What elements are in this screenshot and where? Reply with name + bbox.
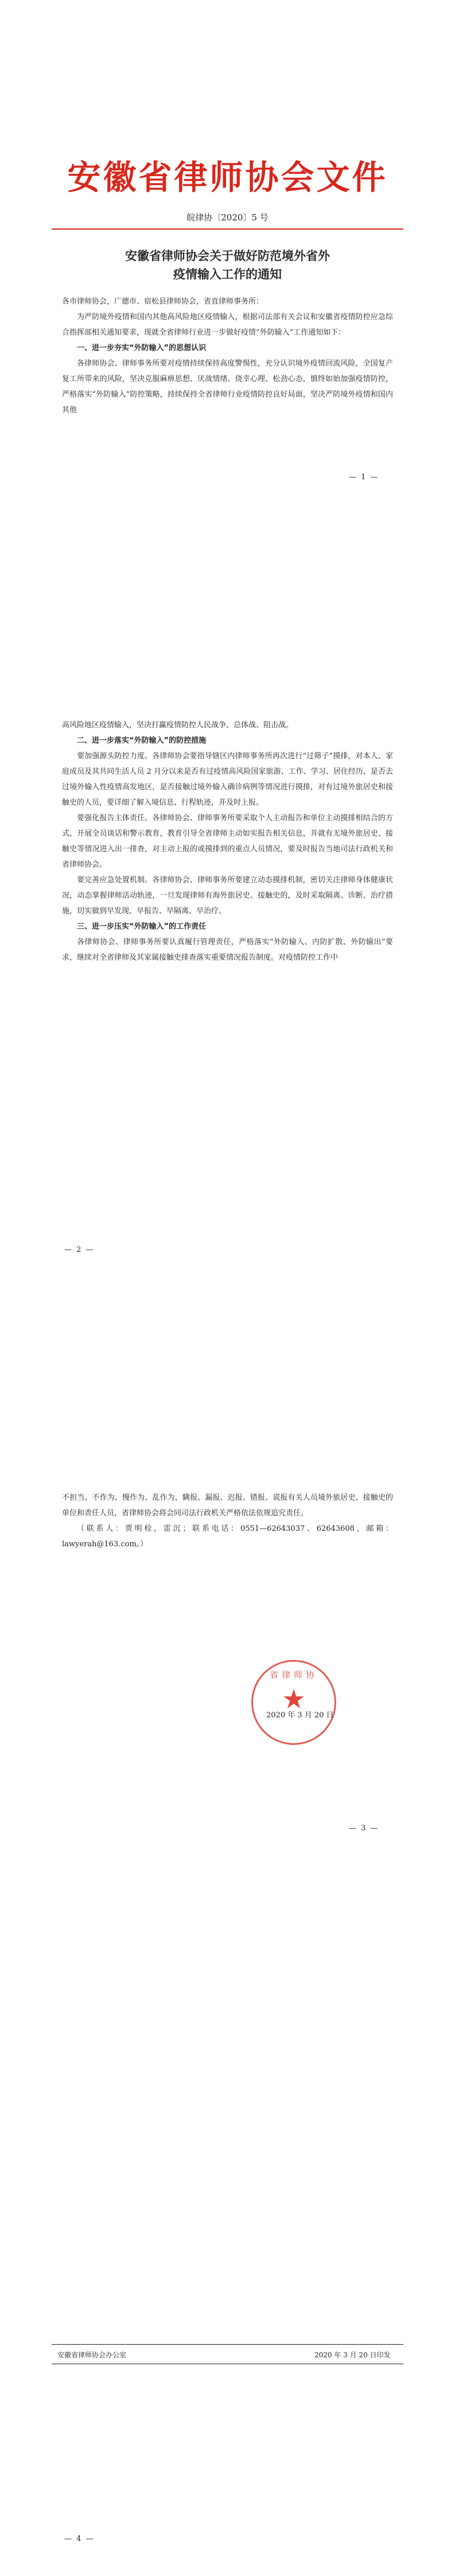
notice-title-line-2: 疫情输入工作的通知	[173, 267, 282, 281]
section-heading-2: 二、进一步落实“外防输入”的防控措施	[77, 736, 207, 745]
intro-paragraph: 为严防境外疫情和国内其他高风险地区疫情输入，根据司法部有关会议和安徽省疫情防控应急综合指挥部相关通知要求，现就全省律师行业进一步做好疫情“外防输入”工作通知如下：	[62, 313, 393, 337]
header-red-divider	[52, 228, 403, 230]
footer-issuer: 安徽省律师协会办公室	[57, 2351, 127, 2359]
section-1-paragraph-continued: 高风险地区疫情输入，坚决打赢疫情防控人民战争、总体战、阻击战。	[62, 721, 294, 730]
page-number: — 4 —	[64, 2535, 95, 2543]
section-1-paragraph: 各律师协会、律师事务所要对疫情持续保持高度警惕性，充分认识境外疫情回流风险，全国复产复工所带来的风险，坚决克服麻痹思想、厌战情绪、侥幸心理、松劲心态，慎终如始加强疫情防控，严格落实“外防输入”防控策略，持续保持全省律师行业疫情防控良好局面，坚决严防境外疫情和国内其他	[62, 359, 393, 414]
page-2	[0, 644, 455, 1288]
notice-title	[0, 247, 455, 284]
page-number: — 2 —	[64, 1246, 95, 1254]
page-3	[0, 1288, 455, 1932]
section-heading-3: 三、进一步压实“外防输入”的工作责任	[77, 922, 207, 931]
page-1	[0, 0, 455, 644]
page-1-body	[62, 294, 393, 418]
contact-info: （联系人：贾明栓，雷沉；联系电话：0551—62643037、62643608，邮箱：lawyerah@163.com。）	[62, 1524, 393, 1549]
section-2-paragraph-b: 要强化报告主体责任。各律师协会、律师事务所要采取个人主动报告和单位主动摸排相结合的方式，开展全员谈话和警示教育，教育引导全省律师主动如实报告相关信息，并就有无境外旅居史、接触史等情况进入出一排查，对主动上报的或摸排到的重点人员情况，要及时报告当地司法行政机关和省律师协会。	[62, 814, 393, 869]
salutation: 各市律师协会，广德市、宿松县律师协会，省直律师事务所：	[62, 297, 264, 306]
notice-title-line-1: 安徽省律师协会关于做好防范境外省外	[125, 249, 330, 263]
section-2-paragraph-c: 要完善应急处置机制。各律师协会、律师事务所要建立动态摸排机制，密切关注律师身体健康状况，动态掌握律师活动轨迹，一旦发现律师有海外旅居史、接触史的，及时采取隔离、诊断、治疗措施，切实做到早发现、早报告、早隔离、早治疗。	[62, 876, 393, 915]
page-3-body	[62, 1490, 393, 1552]
seal-star-icon: ★	[282, 1683, 306, 1714]
footer-top-rule	[52, 2344, 403, 2345]
footer-print-date: 2020 年 3 月 20 日印发	[314, 2351, 391, 2359]
seal-text: 省律师协	[269, 1670, 318, 1680]
page-4	[0, 1932, 455, 2576]
official-seal	[251, 1660, 336, 1745]
section-heading-1: 一、进一步夯实“外防输入”的思想认识	[77, 344, 207, 352]
section-2-paragraph-a: 要加强源头防控力度。各律师协会要指导辖区内律师事务所再次进行“过筛子”摸排，对本人、家庭成员及其共同生活人员 2 月分以来是否有过疫情高风险国家旅游、工作、学习、居住经历，是否去过境外输入性疫情高发地区，是否接触过境外输入确诊病例等情况进行摸排，对有过境外旅居史和接触史的人员，要详细了解入境信息、行程轨迹，并及时上报。	[62, 752, 393, 807]
section-3-paragraph: 各律师协会、律师事务所要认真履行管理责任，严格落实“外防输入、内防扩散、外防输出”要求，继续对全省律师及其家属接触史排查落实重要情况报告制度。对疫情防控工作中	[62, 938, 393, 962]
page-number: — 3 —	[349, 1824, 379, 1833]
document-number: 皖律协〔2020〕5 号	[186, 212, 269, 223]
page-2-body	[62, 717, 393, 965]
section-3-paragraph-continued: 不担当、不作为、慢作为、乱作为，瞒报、漏报、迟报、错报、谎报有关人员境外旅居史、接触史的单位和责任人员，省律师协会将会同司法行政机关严格依法依规追究责任。	[62, 1493, 393, 1518]
issue-date: 2020 年 3 月 20 日	[266, 1711, 334, 1720]
page-number: — 1 —	[349, 473, 379, 482]
document-header-title: 安徽省律师协会文件	[67, 158, 388, 197]
